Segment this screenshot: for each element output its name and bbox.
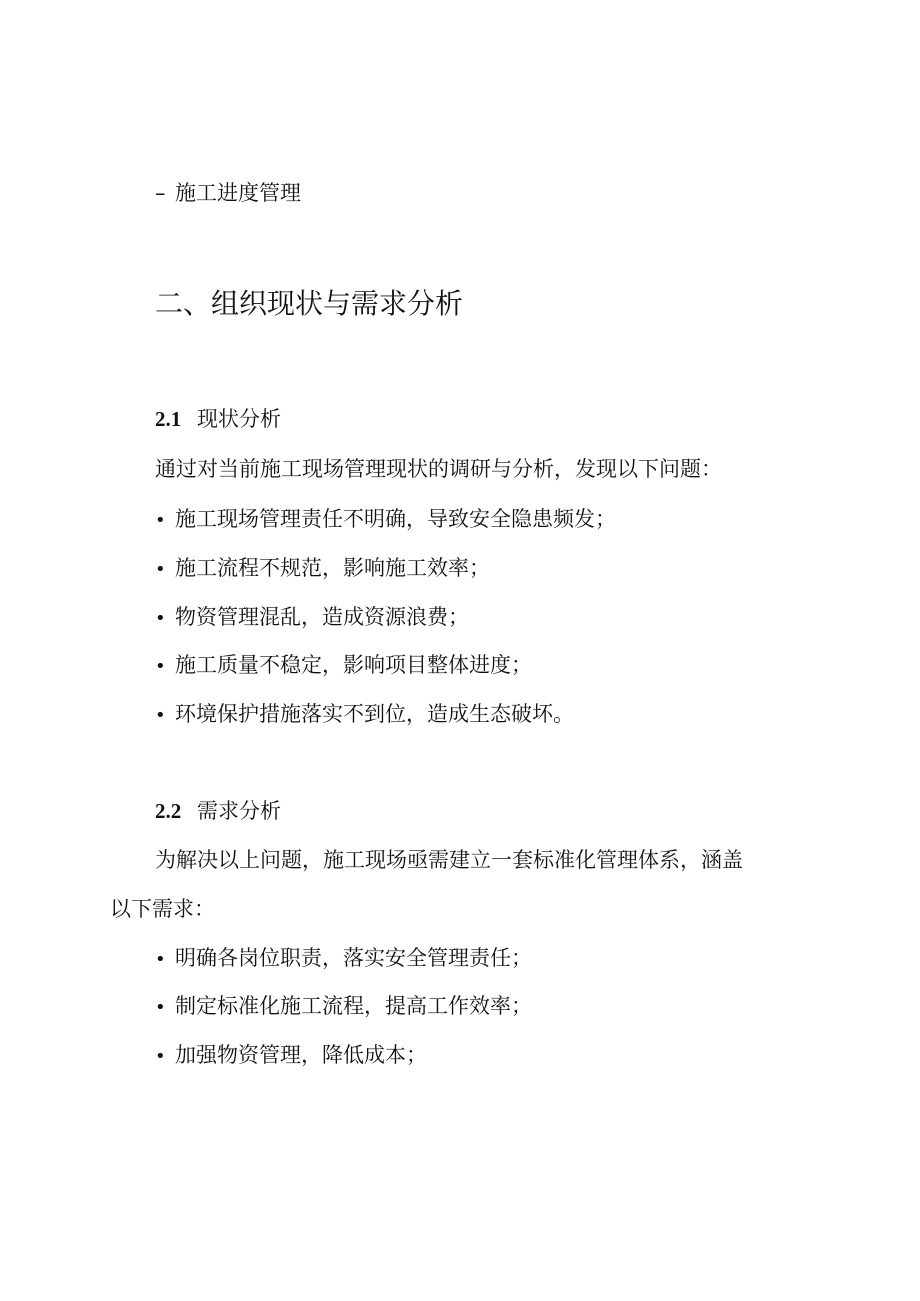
list-item <box>155 603 469 633</box>
list-item <box>155 944 532 974</box>
bullet-marker: • <box>155 1046 166 1067</box>
list-item-text: 施工质量不稳定，影响项目整体进度； <box>175 653 532 677</box>
list-item-text: 加强物资管理，降低成本； <box>175 1043 427 1067</box>
list-item <box>155 651 532 681</box>
list-item-text: 明确各岗位职责，落实安全管理责任； <box>175 946 532 970</box>
subsection-heading-2-1 <box>155 405 281 433</box>
subsection-title: 现状分析 <box>197 407 281 431</box>
list-item-text: 施工进度管理 <box>175 181 301 205</box>
subsection-title: 需求分析 <box>197 799 281 823</box>
bullet-marker: • <box>155 949 166 970</box>
list-item <box>155 179 301 207</box>
paragraph-line: 以下需求： <box>110 897 215 921</box>
paragraph-line: 为解决以上问题，施工现场亟需建立一套标准化管理体系，涵盖 <box>155 848 743 872</box>
list-item <box>155 1041 427 1071</box>
list-item <box>155 992 532 1022</box>
paragraph: 通过对当前施工现场管理现状的调研与分析，发现以下问题： <box>155 457 722 481</box>
list-item-text: 制定标准化施工流程，提高工作效率； <box>175 994 532 1018</box>
bullet-marker: • <box>155 997 166 1018</box>
dash-marker: – <box>155 181 166 205</box>
bullet-marker: • <box>155 656 166 677</box>
bullet-marker: • <box>155 510 166 531</box>
list-item-text: 物资管理混乱，造成资源浪费； <box>175 605 469 629</box>
list-item-text: 环境保护措施落实不到位，造成生态破坏。 <box>175 702 574 726</box>
subsection-heading-2-2 <box>155 797 281 825</box>
bullet-marker: • <box>155 559 166 580</box>
section-heading: 二、组织现状与需求分析 <box>155 287 464 320</box>
list-item-text: 施工现场管理责任不明确，导致安全隐患频发； <box>175 507 616 531</box>
list-item <box>155 505 616 535</box>
subsection-number: 2.1 <box>155 407 182 431</box>
bullet-marker: • <box>155 705 166 726</box>
subsection-number: 2.2 <box>155 799 182 823</box>
bullet-marker: • <box>155 608 166 629</box>
list-item <box>155 700 574 730</box>
list-item-text: 施工流程不规范，影响施工效率； <box>175 556 490 580</box>
list-item <box>155 554 490 584</box>
